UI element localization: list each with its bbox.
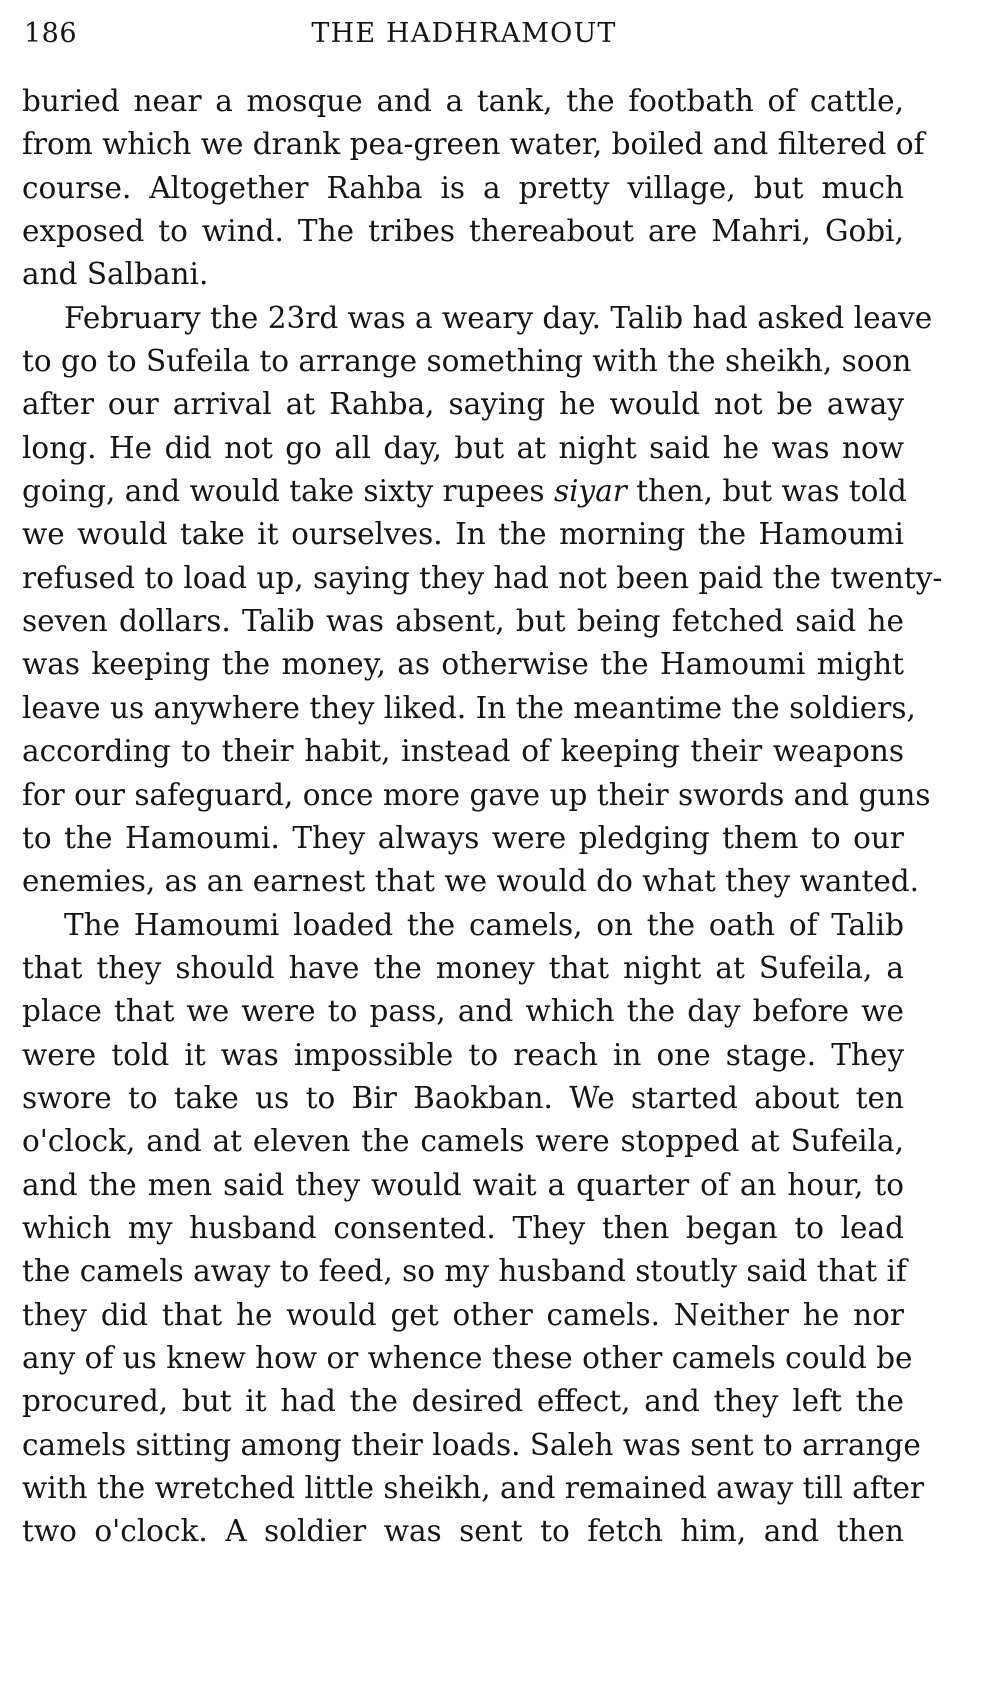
text-segment: going, and would take sixty rupees [22, 474, 545, 509]
text-line: the camels away to feed, so my husband stoutly said that if [22, 1254, 907, 1289]
text-line: long. He did not go all day, but at night said he was now [22, 430, 904, 465]
body-text [22, 80, 943, 1554]
text-line: and the men said they would wait a quarter of an hour, to [22, 1167, 904, 1202]
text-line: procured, but it had the desired effect, and they left the [22, 1384, 904, 1419]
text-line: from which we drank pea-green water, boiled and filtered of [22, 127, 925, 162]
text-line: camels sitting among their loads. Saleh was sent to arrange [22, 1427, 921, 1462]
text-line: enemies, as an earnest that we would do what they wanted. [22, 864, 920, 899]
text-line: and Salbani. [22, 257, 209, 292]
text-line-with-italic [22, 470, 907, 513]
text-line: with the wretched little sheikh, and remained away till after [22, 1471, 925, 1505]
running-title: THE HADHRAMOUT [311, 18, 617, 49]
text-line: The Hamoumi loaded the camels, on the oath of Talib [64, 907, 904, 942]
paragraph-1 [22, 80, 925, 297]
text-line: two o'clock. A soldier was sent to fetch him, and then [22, 1514, 904, 1549]
text-line: any of us knew how or whence these other camels could be [22, 1340, 913, 1375]
text-line: after our arrival at Rahba, saying he would not be away [22, 387, 904, 422]
text-line: which my husband consented. They then began to lead [22, 1210, 904, 1245]
text-line: exposed to wind. The tribes thereabout are Mahri, Gobi, [22, 214, 904, 249]
text-line: for our safeguard, once more gave up their swords and guns [22, 777, 931, 812]
text-line: we would take it ourselves. In the morning the Hamoumi [22, 517, 904, 552]
page-number: 186 [24, 18, 78, 49]
text-line: seven dollars. Talib was absent, but being fetched said he [22, 604, 904, 639]
text-line: leave us anywhere they liked. In the meantime the soldiers, [22, 690, 916, 725]
running-head [24, 14, 904, 54]
text-line: place that we were to pass, and which the day before we [22, 994, 904, 1029]
italic-word: siyar [553, 474, 627, 509]
text-line: swore to take us to Bir Baokban. We started about ten [22, 1080, 904, 1115]
text-line: February the 23rd was a weary day. Talib had asked leave [64, 300, 933, 335]
text-line: they did that he would get other camels. Neither he nor [22, 1297, 904, 1332]
paragraph-2 [22, 297, 943, 904]
text-line: was keeping the money, as otherwise the Hamoumi might [22, 647, 904, 682]
text-segment: then, but was told [636, 474, 907, 509]
text-line: according to their habit, instead of keeping their weapons [22, 734, 904, 769]
text-line: that they should have the money that night at Sufeila, a [22, 950, 904, 985]
text-line: o'clock, and at eleven the camels were stopped at Sufeila, [22, 1124, 904, 1159]
text-line: to go to Sufeila to arrange something with the sheikh, soon [22, 344, 912, 379]
text-line: course. Altogether Rahba is a pretty village, but much [22, 170, 904, 205]
text-line: to the Hamoumi. They always were pledging them to our [22, 820, 904, 855]
text-line: buried near a mosque and a tank, the footbath of cattle, [22, 84, 904, 118]
text-line: refused to load up, saying they had not been paid the twenty- [22, 560, 943, 595]
text-line: were told it was impossible to reach in one stage. They [22, 1037, 904, 1072]
paragraph-3 [22, 904, 925, 1554]
